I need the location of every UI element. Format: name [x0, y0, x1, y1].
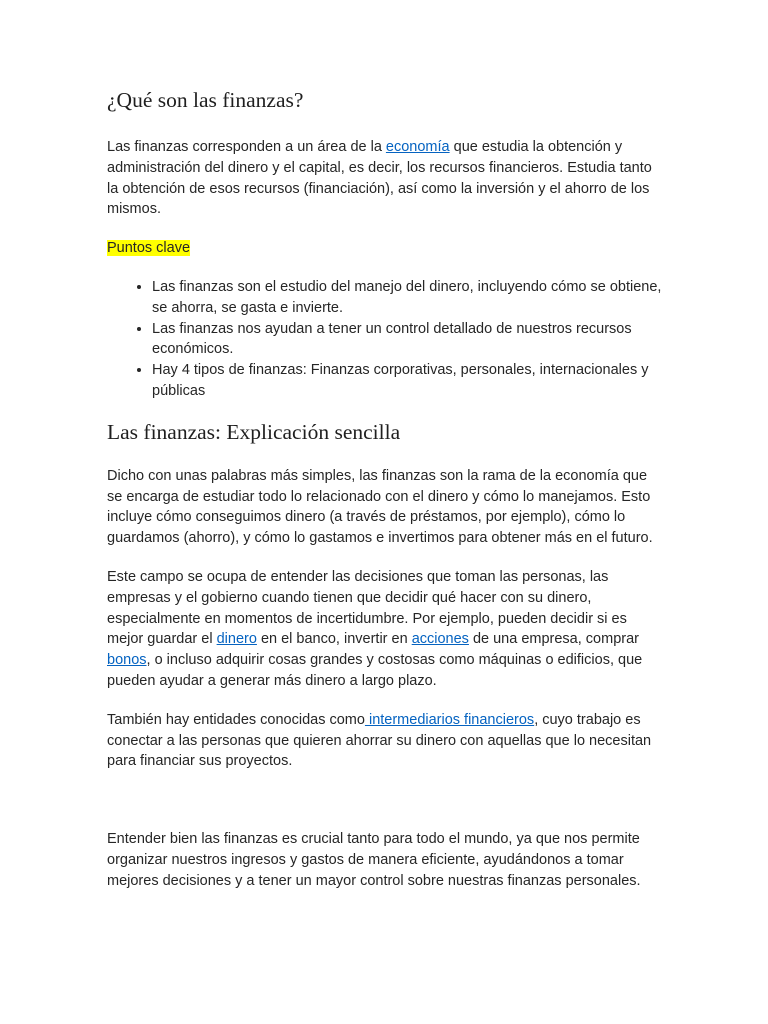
intro-paragraph	[107, 137, 663, 220]
text-span: Las finanzas corresponden a un área de la	[107, 139, 386, 155]
section-title-que-son: ¿Qué son las finanzas?	[107, 88, 304, 112]
list-item: • Las finanzas son el estudio del manejo del dinero, incluyendo cómo se obtiene, se ahorra, se gasta e invierte.	[152, 277, 663, 319]
document-page	[107, 86, 663, 892]
list-item: • Las finanzas nos ayudan a tener un control detallado de nuestros recursos económicos.	[152, 319, 663, 361]
link-bonos[interactable]: bonos	[107, 652, 147, 669]
link-dinero[interactable]: dinero	[216, 631, 257, 648]
list-item: • Hay 4 tipos de finanzas: Finanzas corporativas, personales, internacionales y públicas	[152, 360, 663, 402]
paragraph-definition: Dicho con unas palabras más simples, las finanzas son la rama de la economía que se encarga de estudiar todo lo relacionado con el dinero y cómo lo manejamos. Esto incluye cómo conseguimos dinero (a través de préstamos, por ejemplo), cómo lo guardamos (ahorro), y cómo lo gastamos e invertimos para obtener más en el futuro.	[107, 467, 653, 547]
text-span: Este campo se ocupa de entender las decisiones que toman las personas, las empresas y el gobierno cuando tienen que decidir qué hacer con su dinero, especialmente en momentos de incertidumbre. Por ejemplo, pueden decidir si es mejor guardar el	[107, 568, 627, 648]
text-span: También hay entidades conocidas como	[107, 711, 365, 728]
text-span: en el banco, invertir en	[256, 631, 412, 648]
text-span: que estudia la obtención y administración del dinero y el capital, es decir, los recursos financieros. Estudia tanto la obtención de esos recursos (financiación), así como la inversión y el ahorro de los mismos.	[107, 139, 652, 218]
key-points-list	[107, 277, 663, 402]
blank-space	[107, 790, 663, 829]
link-acciones[interactable]: acciones	[411, 631, 469, 648]
paragraph-decisions	[107, 567, 663, 692]
paragraph-intermediaries	[107, 710, 663, 772]
link-economia[interactable]: economía	[385, 139, 450, 155]
text-span: , cuyo trabajo es conectar a las personas que quieren ahorrar su dinero con aquellas que lo necesitan para financiar sus proyectos.	[107, 711, 652, 770]
text-span: , o incluso adquirir cosas grandes y costosas como máquinas o edificios, que pueden ayudar a generar más dinero a largo plazo.	[107, 652, 643, 689]
section-title-explicacion: Las finanzas: Explicación sencilla	[107, 419, 401, 444]
key-points-label-line	[107, 238, 663, 259]
text-span: de una empresa, comprar	[468, 631, 639, 648]
link-intermediarios-financieros[interactable]: intermediarios financieros	[364, 711, 535, 728]
key-points-label: Puntos clave	[107, 240, 191, 257]
paragraph-conclusion: Entender bien las finanzas es crucial tanto para todo el mundo, ya que nos permite organizar nuestros ingresos y gastos de manera eficiente, ayudándonos a tomar mejores decisiones y a tener un mayor control sobre nuestras finanzas personales.	[107, 831, 641, 889]
